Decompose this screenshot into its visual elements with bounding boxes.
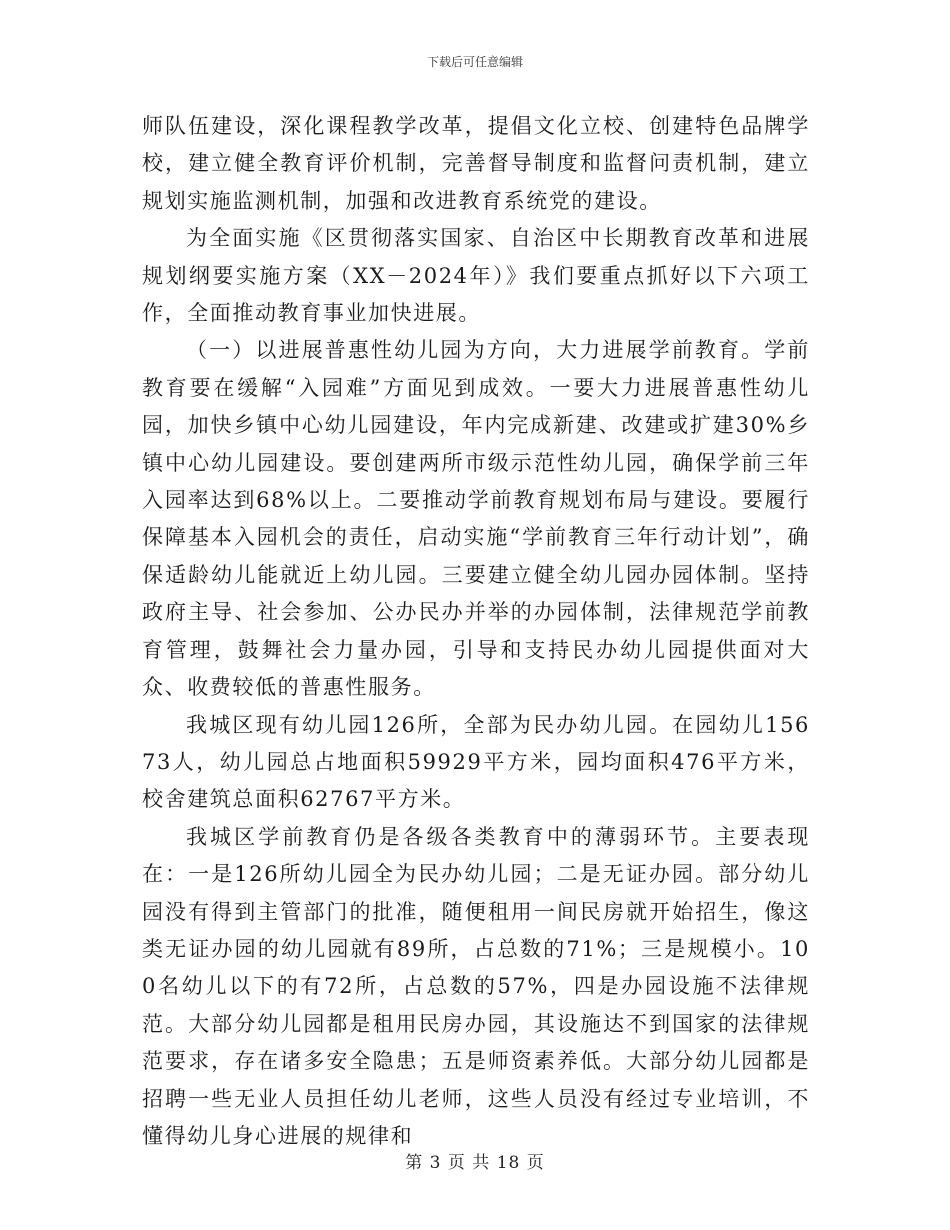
page-number-middle: 页 共 — [447, 1153, 491, 1173]
page-number-prefix: 第 — [405, 1153, 424, 1173]
paragraph-overview: 为全面实施《区贯彻落实国家、自治区中长期教育改革和进展规划纲要实施方案（XX－2024年）》我们要重点抓好以下六项工作，全面推动教育事业加快进展。 — [142, 226, 810, 326]
paragraph-continuation: 师队伍建设，深化课程教学改革，提倡文化立校、创建特色品牌学校，建立健全教育评价机制，完善督导制度和监督问责机制，建立规划实施监测机制，加强和改进教育系统党的建设。 — [142, 114, 810, 213]
document-body — [142, 108, 810, 1155]
paragraph-kindergarten-stats: 我城区现有幼儿园126所，全部为民办幼儿园。在园幼儿15673人，幼儿园总占地面积59929平方米，园均面积476平方米，校舍建筑总面积62767平方米。 — [142, 712, 810, 812]
paragraph-preschool-task: （一）以进展普惠性幼儿园为方向，大力进展学前教育。学前教育要在缓解“入园难”方面见到成效。一要大力进展普惠性幼儿园，加快乡镇中心幼儿园建设，年内完成新建、改建或扩建30%乡镇中心幼儿园建设。要创建两所市级示范性幼儿园，确保学前三年入园率达到68%以上。二要推动学前教育规划布局与建设。要履行保障基本入园机会的责任，启动实施“学前教育三年行动计划”，确保适龄幼儿能就近上幼儿园。三要建立健全幼儿园办园体制。坚持政府主导、社会参加、公办民办并举的办园体制，法律规范学前教育管理，鼓舞社会力量办园，引导和支持民办幼儿园提供面对大众、收费较低的普惠性服务。 — [142, 338, 810, 700]
page-number-suffix: 页 — [526, 1153, 545, 1173]
page-total: 18 — [496, 1153, 521, 1173]
page-footer — [0, 1152, 950, 1174]
paragraph-weaknesses: 我城区学前教育仍是各级各类教育中的薄弱环节。主要表现在：一是126所幼儿园全为民办幼儿园；二是无证办园。部分幼儿园没有得到主管部门的批准，随便租用一间民房就开始招生，像这类无证办园的幼儿园就有89所，占总数的71%；三是规模小。100名幼儿以下的有72所，占总数的57%，四是办园设施不法律规范。大部分幼儿园都是租用民房办园，其设施达不到国家的法律规范要求，存在诸多安全隐患；五是师资素养低。大部分幼儿园都是招聘一些无业人员担任幼儿老师，这些人员没有经过专业培训，不懂得幼儿身心进展的规律和 — [142, 824, 810, 1148]
page-number: 3 — [429, 1153, 442, 1173]
page-header: 下载后可任意编辑 — [426, 55, 523, 69]
